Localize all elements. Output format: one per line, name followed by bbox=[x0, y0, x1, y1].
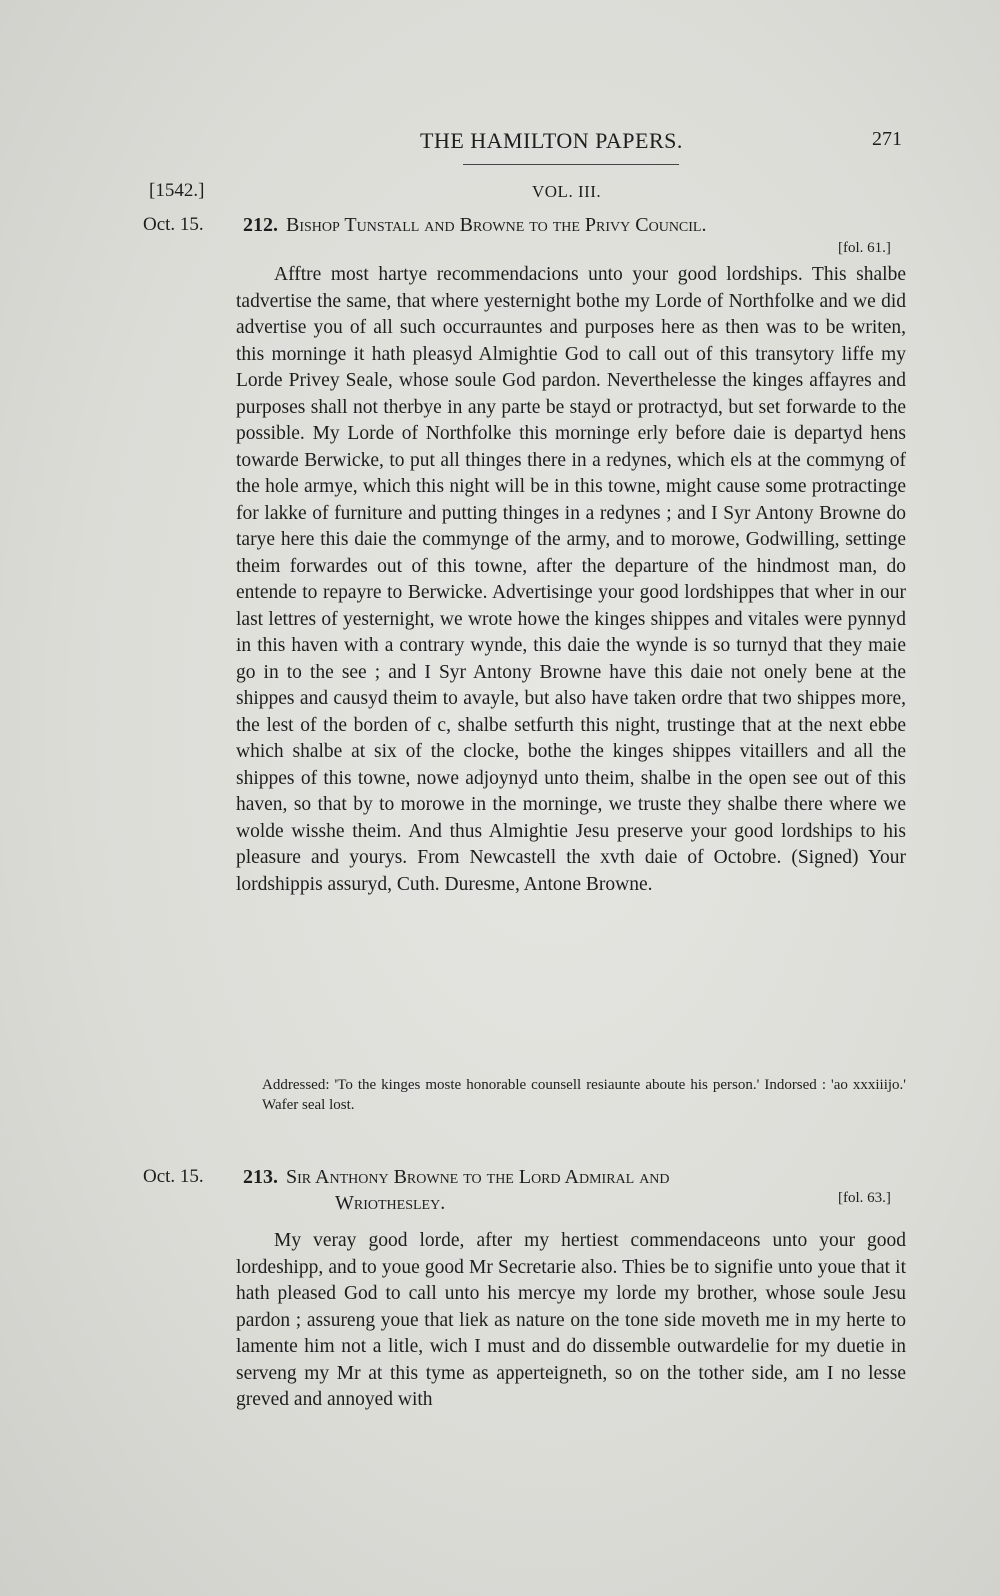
page-number: 271 bbox=[872, 128, 902, 150]
year-label: [1542.] bbox=[149, 180, 205, 201]
entry-212-note-text: Addressed: 'To the kinges moste honorable counsell resiaunte aboute his person.' Indorsed : 'ao xxxiiijo.' Wafer seal lost. bbox=[262, 1077, 906, 1113]
entry-213-number: 213. bbox=[243, 1166, 278, 1188]
volume-label: VOL. III. bbox=[532, 182, 602, 201]
entry-213-heading bbox=[243, 1164, 907, 1190]
entry-213-folio: [fol. 63.] bbox=[838, 1190, 891, 1206]
running-title: THE HAMILTON PAPERS. bbox=[420, 128, 683, 153]
entry-213-date: Oct. 15. bbox=[143, 1166, 204, 1187]
entry-212-body bbox=[236, 262, 906, 898]
entry-213-title-line1: Sir Anthony Browne to the Lord Admiral and bbox=[286, 1166, 670, 1188]
entry-212-text: Afftre most hartye recommendacions unto your good lordships. This shalbe tadvertise the same, that where yesternight bothe my Lorde of Northfolke and we did advertise you of all such occurrauntes and purposes here as then was to be writen, this morninge it hath pleasyd Almightie God to call out of this transytory liffe my Lorde Privey Seale, whose soule God pardon. Neverthelesse the kinges affayres and purposes shall not therbye in any parte be stayd or protractyd, but set forwarde to the possible. My Lorde of Northfolke this morninge erly before daie is departyd hens towarde Berwicke, to put all thinges there in a redynes, which els at the commyng of the hole armye, which this night will be in this towne, might cause some protractinge for lakke of furniture and putting thinges in a redynes ; and I Syr Antony Browne do tarye here this daie the commynge of the army, and to morowe, Godwilling, settinge theim forwardes out of this towne, after the departure of the hindmost man, do entende to repayre to Berwicke. Advertisinge your good lordshippes that wher in our last lettres of yesternight, we wrote howe the kinges shippes and vitales were pynnyd in this haven with a contrary wynde, this daie the wynde is so turnyd that they maie go in to the see ; and I Syr Antony Browne have this daie not onely bene at the shippes and causyd theim to avayle, but also have taken ordre that two shippes more, the lest of the borden of c, shalbe setfurth this night, trustinge that at the next ebbe which shalbe at six of the clocke, bothe the kinges shippes vitaillers and all the shippes of this towne, nowe adjoynyd unto theim, shalbe in the open see out of this haven, so that by to morowe in the morninge, we truste they shalbe there where we wolde wisshe theim. And thus Almightie Jesu preserve your good lordships to his pleasure and yourys. From Newcastell the xvth daie of Octobre. (Signed) Your lordshippis assuryd, Cuth. Duresme, Antone Browne. bbox=[236, 264, 906, 895]
entry-212-note bbox=[262, 1075, 906, 1115]
entry-213-heading-line2: Wriothesley. bbox=[335, 1192, 446, 1214]
entry-213-text: My veray good lorde, after my hertiest commendaceons unto your good lordeshipp, and to youe good Mr Secretarie also. Thies be to signifie unto youe that it hath pleased God to call unto his mercye my lorde my brother, whose soule Jesu pardon ; assureng youe that liek as nature on the tone side moveth me in my herte to lamente him not a litle, wich I must and do dissemble outwardelie for my duetie in serveng my Mr at this tyme as apperteigneth, so on the tother side, am I no lesse greved and annoyed with bbox=[236, 1230, 906, 1410]
entry-213-body bbox=[236, 1228, 906, 1414]
entry-212-heading bbox=[243, 212, 907, 238]
entry-212-folio: [fol. 61.] bbox=[838, 240, 891, 256]
title-rule bbox=[463, 164, 679, 165]
entry-212-number: 212. bbox=[243, 214, 278, 236]
entry-212-date: Oct. 15. bbox=[143, 214, 204, 235]
entry-212-title: Bishop Tunstall and Browne to the Privy Council. bbox=[286, 214, 707, 236]
